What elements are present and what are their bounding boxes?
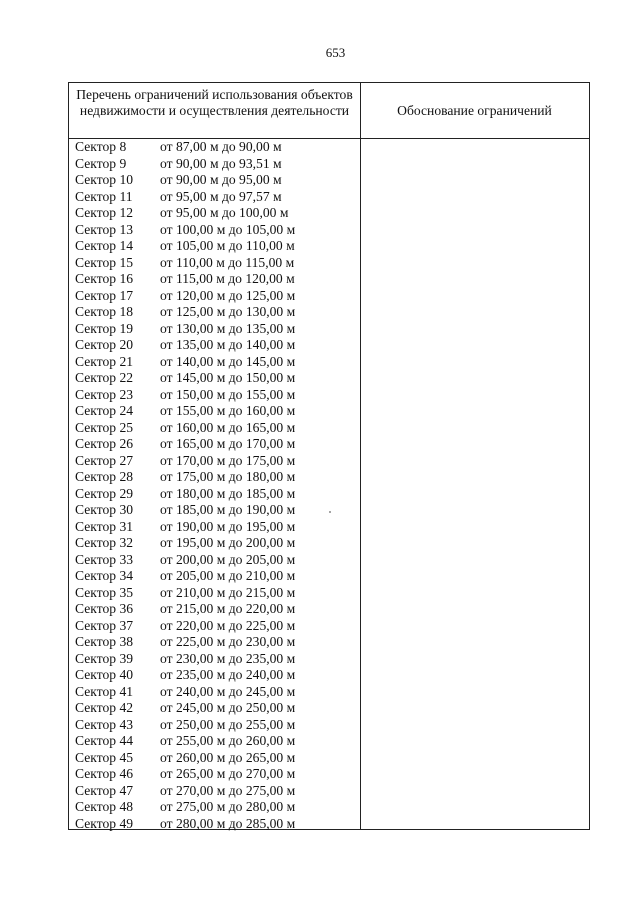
table-row	[75, 519, 359, 536]
sector-label: Сектор 34	[75, 568, 134, 583]
sector-label: Сектор 37	[75, 617, 134, 633]
table-row	[75, 453, 359, 470]
table-row	[75, 354, 359, 371]
height-range: от 180,00 м до 185,00 м	[160, 485, 296, 501]
table-row	[75, 733, 359, 750]
sector-label: Сектор 19	[75, 320, 134, 336]
height-range: от 105,00 м до 110,00 м	[160, 238, 295, 253]
height-range: от 87,00 м до 90,00 м	[160, 139, 282, 154]
table-row	[75, 502, 359, 519]
height-range: от 265,00 м до 270,00 м	[160, 766, 296, 781]
height-range: от 230,00 м до 235,00 м	[160, 650, 296, 666]
table-row	[75, 799, 359, 816]
table-row	[75, 618, 359, 635]
height-range: от 245,00 м до 250,00 м	[160, 700, 296, 715]
sector-label: Сектор 25	[75, 419, 134, 435]
table-row	[75, 469, 359, 486]
sector-label: Сектор 49	[75, 815, 134, 831]
height-range: от 185,00 м до 190,00 м	[160, 502, 296, 517]
sector-label: Сектор 16	[75, 271, 134, 286]
height-range: от 130,00 м до 135,00 м	[160, 320, 296, 336]
height-range: от 280,00 м до 285,00 м	[160, 815, 296, 831]
sector-label: Сектор 17	[75, 287, 134, 303]
sector-label: Сектор 15	[75, 254, 134, 270]
sector-label: Сектор 12	[75, 205, 134, 220]
height-range: от 150,00 м до 155,00 м	[160, 386, 296, 402]
height-range: от 215,00 м до 220,00 м	[160, 601, 296, 616]
table-row	[75, 816, 359, 833]
sector-label: Сектор 44	[75, 733, 134, 748]
table-row	[75, 255, 359, 272]
restrictions-table	[68, 82, 590, 830]
sector-label: Сектор 20	[75, 337, 134, 352]
table-row	[75, 766, 359, 783]
table-row	[75, 667, 359, 684]
table-row	[75, 651, 359, 668]
sector-label: Сектор 11	[75, 188, 133, 204]
height-range: от 145,00 м до 150,00 м	[160, 370, 296, 385]
table-row	[75, 783, 359, 800]
height-range: от 90,00 м до 95,00 м	[160, 172, 282, 187]
table-row	[75, 321, 359, 338]
height-range: от 260,00 м до 265,00 м	[160, 749, 296, 765]
table-row	[75, 420, 359, 437]
height-range: от 135,00 м до 140,00 м	[160, 337, 296, 352]
height-range: от 255,00 м до 260,00 м	[160, 733, 296, 748]
sector-label: Сектор 42	[75, 700, 134, 715]
height-range: от 170,00 м до 175,00 м	[160, 452, 296, 468]
sector-label: Сектор 35	[75, 584, 134, 600]
table-row	[75, 436, 359, 453]
page-number: 653	[325, 45, 346, 60]
sector-label: Сектор 38	[75, 634, 134, 649]
height-range: от 275,00 м до 280,00 м	[160, 799, 296, 814]
sector-label: Сектор 45	[75, 749, 134, 765]
table-row	[75, 222, 359, 239]
table-row	[75, 189, 359, 206]
sector-label: Сектор 33	[75, 551, 134, 567]
height-range: от 220,00 м до 225,00 м	[160, 617, 296, 633]
column-divider	[360, 83, 361, 829]
table-row	[75, 288, 359, 305]
height-range: от 95,00 м до 97,57 м	[160, 188, 282, 204]
sector-label: Сектор 22	[75, 370, 134, 385]
table-row	[75, 205, 359, 222]
height-range: от 120,00 м до 125,00 м	[160, 287, 296, 303]
table-row	[75, 700, 359, 717]
header-restrictions-list: Перечень ограничений использования объектов недвижимости и осуществления деятельности	[76, 87, 353, 118]
table-body	[75, 139, 359, 832]
height-range: от 190,00 м до 195,00 м	[160, 518, 296, 534]
table-row	[75, 139, 359, 156]
sector-label: Сектор 8	[75, 139, 127, 154]
sector-label: Сектор 31	[75, 518, 134, 534]
sector-label: Сектор 29	[75, 485, 134, 501]
table-row	[75, 337, 359, 354]
sector-label: Сектор 46	[75, 766, 134, 781]
sector-label: Сектор 18	[75, 304, 134, 319]
sector-label: Сектор 28	[75, 469, 134, 484]
table-row	[75, 403, 359, 420]
table-row	[75, 271, 359, 288]
height-range: от 110,00 м до 115,00 м	[160, 254, 295, 270]
sector-label: Сектор 39	[75, 650, 134, 666]
sector-label: Сектор 14	[75, 238, 134, 253]
height-range: от 225,00 м до 230,00 м	[160, 634, 296, 649]
height-range: от 240,00 м до 245,00 м	[160, 683, 296, 699]
scan-speck	[329, 511, 331, 513]
sector-label: Сектор 47	[75, 782, 134, 798]
sector-label: Сектор 40	[75, 667, 134, 682]
sector-label: Сектор 13	[75, 221, 134, 237]
table-row	[75, 684, 359, 701]
height-range: от 140,00 м до 145,00 м	[160, 353, 296, 369]
height-range: от 175,00 м до 180,00 м	[160, 469, 296, 484]
table-row	[75, 304, 359, 321]
sector-label: Сектор 24	[75, 403, 134, 418]
sector-label: Сектор 10	[75, 172, 134, 187]
height-range: от 165,00 м до 170,00 м	[160, 436, 296, 451]
height-range: от 270,00 м до 275,00 м	[160, 782, 296, 798]
height-range: от 210,00 м до 215,00 м	[160, 584, 296, 600]
height-range: от 95,00 м до 100,00 м	[160, 205, 289, 220]
table-row	[75, 387, 359, 404]
table-row	[75, 156, 359, 173]
table-row	[75, 568, 359, 585]
height-range: от 115,00 м до 120,00 м	[160, 271, 295, 286]
table-row	[75, 717, 359, 734]
height-range: от 155,00 м до 160,00 м	[160, 403, 296, 418]
header-justification: Обоснование ограничений	[397, 103, 552, 118]
height-range: от 125,00 м до 130,00 м	[160, 304, 296, 319]
table-row	[75, 585, 359, 602]
sector-label: Сектор 30	[75, 502, 134, 517]
height-range: от 205,00 м до 210,00 м	[160, 568, 296, 583]
table-row	[75, 486, 359, 503]
table-row	[75, 552, 359, 569]
height-range: от 100,00 м до 105,00 м	[160, 221, 296, 237]
table-row	[75, 172, 359, 189]
sector-label: Сектор 9	[75, 155, 127, 171]
sector-label: Сектор 36	[75, 601, 134, 616]
table-row	[75, 535, 359, 552]
table-row	[75, 750, 359, 767]
height-range: от 250,00 м до 255,00 м	[160, 716, 296, 732]
sector-label: Сектор 41	[75, 683, 134, 699]
table-row	[75, 634, 359, 651]
table-row	[75, 370, 359, 387]
table-row	[75, 601, 359, 618]
sector-label: Сектор 23	[75, 386, 134, 402]
sector-label: Сектор 43	[75, 716, 134, 732]
sector-label: Сектор 27	[75, 452, 134, 468]
table-row	[75, 238, 359, 255]
height-range: от 195,00 м до 200,00 м	[160, 535, 296, 550]
height-range: от 235,00 м до 240,00 м	[160, 667, 296, 682]
sector-label: Сектор 48	[75, 799, 134, 814]
height-range: от 160,00 м до 165,00 м	[160, 419, 296, 435]
height-range: от 90,00 м до 93,51 м	[160, 155, 282, 171]
height-range: от 200,00 м до 205,00 м	[160, 551, 296, 567]
sector-label: Сектор 21	[75, 353, 134, 369]
sector-label: Сектор 26	[75, 436, 134, 451]
sector-label: Сектор 32	[75, 535, 134, 550]
